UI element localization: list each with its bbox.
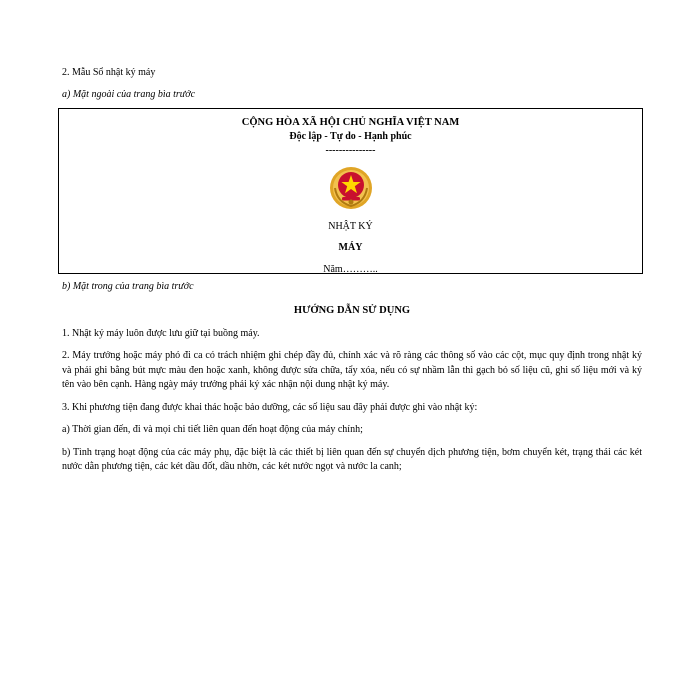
cover-title-line1: NHẬT KÝ [328, 220, 373, 232]
national-motto: Độc lập - Tự do - Hạnh phúc [289, 131, 412, 143]
front-cover-label: a) Mặt ngoài của trang bìa trước [62, 88, 196, 100]
guide-paragraph: 3. Khi phương tiện đang được khai thác hoặc bảo dưỡng, các số liệu sau đây phải được ghi vào nhật ký: [62, 401, 478, 413]
guide-paragraph: a) Thời gian đến, đi và mọi chi tiết liên quan đến hoạt động của máy chính; [62, 424, 363, 436]
national-emblem-icon [329, 166, 373, 210]
motto-divider: --------------- [325, 144, 376, 156]
cover-title-line2: MÁY [338, 242, 363, 254]
cover-year: Năm……….. [323, 263, 378, 275]
document-page [62, 66, 642, 483]
guide-paragraph: b) Tình trạng hoạt động của các máy phụ, đặc biệt là các thiết bị liên quan đến sự chuyển dịch phương tiện, bơm chuyển két, trạng thái các két nước dằn phương tiện, các két dầu đốt, dầu nhờn, các két nước ngọt và nước la canh; [62, 446, 642, 473]
inner-cover-label: b) Mặt trong của trang bìa trước [62, 281, 194, 292]
section-heading: 2. Mẫu Sổ nhật ký máy [62, 67, 156, 78]
guide-paragraph: 2. Máy trưởng hoặc máy phó đi ca có trách nhiệm ghi chép đầy đủ, chính xác và rõ ràng các thông số vào các cột, mục quy định trong nhật ký và phải ghi bằng bút mực màu đen hoặc xanh, không được sửa chữa, tẩy xóa, nếu có sự nhầm lẫn thì gạch bỏ số liệu cũ, ghi số liệu mới và ký tên vào bên cạnh. Hàng ngày máy trưởng phải ký xác nhận nội dung nhật ký máy. [62, 350, 642, 391]
cover-frame [58, 108, 643, 274]
guide-title: HƯỚNG DẪN SỬ DỤNG [293, 304, 411, 316]
country-name: CỘNG HÒA XÃ HỘI CHỦ NGHĨA VIỆT NAM [241, 117, 460, 128]
guide-paragraph: 1. Nhật ký máy luôn được lưu giữ tại buồng máy. [62, 327, 260, 339]
